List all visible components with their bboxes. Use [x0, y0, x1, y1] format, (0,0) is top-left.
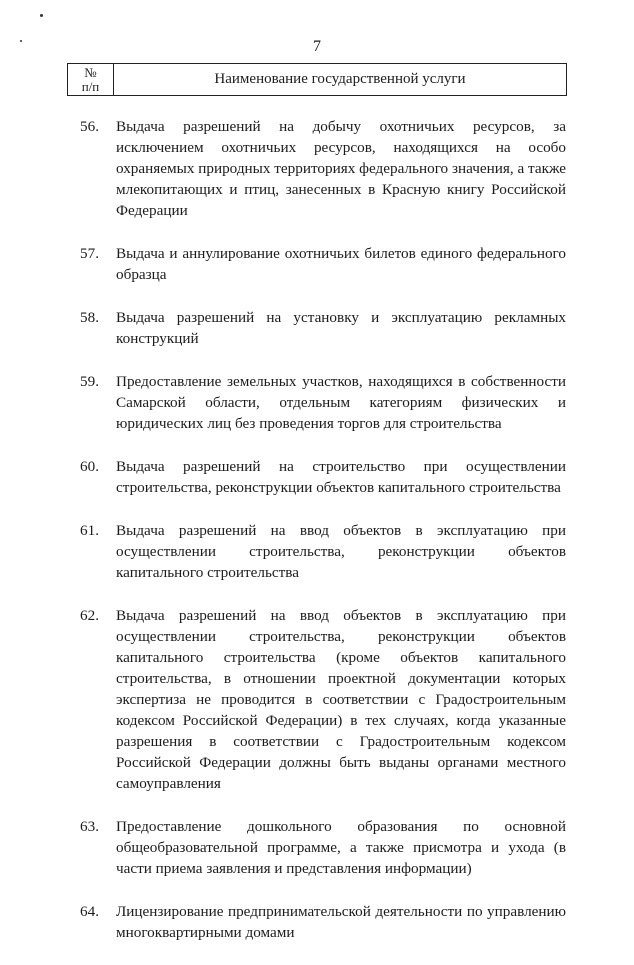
item-text: Выдача разрешений на строительство при осуществлении строительства, реконструкции объектов капитального строительства [116, 458, 566, 496]
scan-speck [40, 14, 43, 17]
list-item [80, 520, 566, 583]
item-text: Выдача разрешений на добычу охотничьих ресурсов, за исключением охотничьих ресурсов, находящихся на особо охраняемых природных территориях федерального значения, а также млекопитающих и птиц, занесенных в Красную книгу Российской Федерации [116, 118, 566, 219]
item-text: Выдача разрешений на установку и эксплуатацию рекламных конструкций [116, 309, 566, 347]
item-number: 62. [80, 607, 99, 624]
header-number-symbol: № [84, 64, 97, 80]
item-number: 60. [80, 458, 99, 475]
list-item [80, 456, 566, 498]
item-text: Лицензирование предпринимательской деятельности по управлению многоквартирными домами [116, 903, 566, 941]
item-number: 63. [80, 818, 99, 835]
list-item [80, 901, 566, 943]
list-item [80, 243, 566, 285]
item-number: 58. [80, 309, 99, 326]
page-number: 7 [313, 38, 321, 55]
item-number: 59. [80, 373, 99, 390]
list-item [80, 816, 566, 879]
table-header [67, 63, 567, 96]
item-text: Выдача разрешений на ввод объектов в эксплуатацию при осуществлении строительства, реконструкции объектов капитального строительства [116, 522, 566, 581]
item-number: 57. [80, 245, 99, 262]
list-item [80, 116, 566, 221]
item-text: Предоставление дошкольного образования по основной общеобразовательной программе, а также присмотра и ухода (в части приема заявления и представления информации) [116, 818, 566, 877]
item-number: 64. [80, 903, 99, 920]
item-text: Выдача и аннулирование охотничьих билетов единого федерального образца [116, 245, 566, 283]
item-number: 56. [80, 118, 99, 135]
list-item [80, 307, 566, 349]
header-number-abbrev: п/п [81, 78, 100, 94]
header-service-name: Наименование государственной услуги [214, 71, 466, 87]
item-text: Выдача разрешений на ввод объектов в эксплуатацию при осуществлении строительства, реконструкции объектов капитального строительства (кроме объектов капитального строительства, в отношении проектной документации которых экспертиза не проводится в соответствии с Градостроительным кодексом Российской Федерации) в тех случаях, когда указанные разрешения в соответствии с Градостроительным кодексом Российской Федерации должны быть выданы органами местного самоуправления [116, 607, 566, 792]
list-item [80, 605, 566, 794]
item-number: 61. [80, 522, 99, 539]
item-text: Предоставление земельных участков, находящихся в собственности Самарской области, отдельным категориям физических и юридических лиц без проведения торгов для строительства [116, 373, 566, 432]
list-item [80, 371, 566, 434]
service-list [80, 116, 566, 965]
header-number-column [68, 64, 114, 95]
